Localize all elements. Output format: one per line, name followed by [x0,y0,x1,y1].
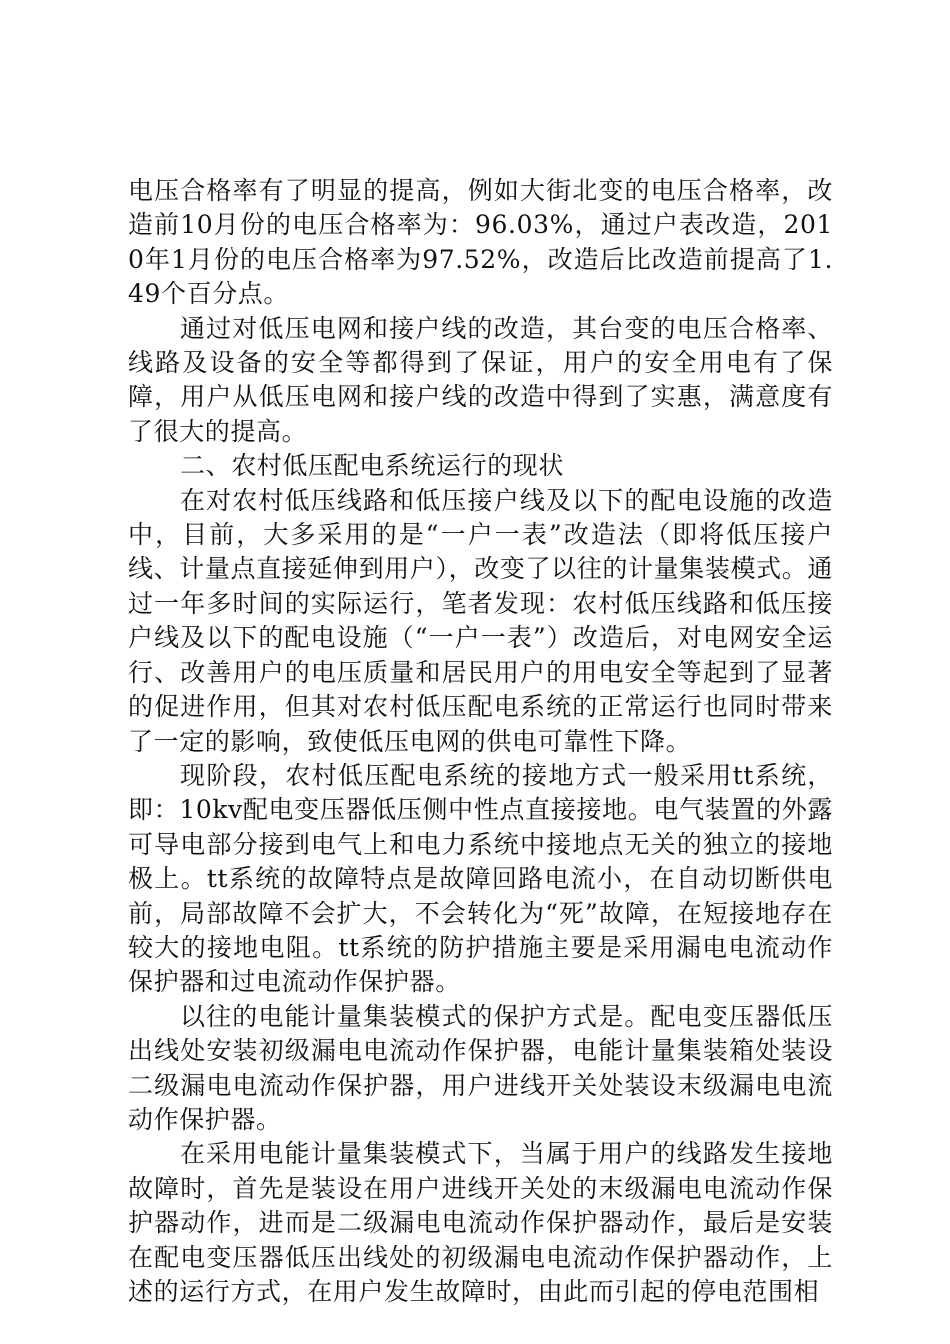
paragraph-protection-method: 以往的电能计量集装模式的保护方式是。配电变压器低压出线处安装初级漏电电流动作保护器，电能计量集装箱处装设二级漏电电流动作保护器，用户进线开关处装设末级漏电电流动作保护器。 [128,1001,833,1134]
paragraph-one-household-one-meter: 在对农村低压线路和低压接户线及以下的配电设施的改造中，目前，大多采用的是“一户一表”改造法（即将低压接户线、计量点直接延伸到用户），改变了以往的计量集装模式。通过一年多时间的实际运行，笔者发现：农村低压线路和低压接户线及以下的配电设施（“一户一表”）改造后，对电网安全运行、改善用户的电压质量和居民用户的用电安全等起到了显著的促进作用，但其对农村低压配电系统的正常运行也同时带来了一定的影响，致使低压电网的供电可靠性下降。 [128,485,833,756]
section-heading-current-status: 二、农村低压配电系统运行的现状 [180,451,565,481]
paragraph-renovation-benefits: 通过对低压电网和接户线的改造，其台变的电压合格率、线路及设备的安全等都得到了保证，用户的安全用电有了保障，用户从低压电网和接户线的改造中得到了实惠，满意度有了很大的提高。 [128,313,833,446]
document-body [128,174,833,1309]
paragraph-voltage-improvement: 电压合格率有了明显的提高，例如大街北变的电压合格率，改造前10月份的电压合格率为：96.03%，通过户表改造，2010年1月份的电压合格率为97.52%，改造后比改造前提高了1.49个百分点。 [128,176,833,309]
paragraph-tt-system: 现阶段，农村低压配电系统的接地方式一般采用tt系统，即：10kv配电变压器低压侧中性点直接接地。电气装置的外露可导电部分接到电气上和电力系统中接地点无关的独立的接地极上。tt系统的故障特点是故障回路电流小，在自动切断供电前，局部故障不会扩大，不会转化为“死”故障，在短接地存在较大的接地电阻。tt系统的防护措施主要是采用漏电电流动作保护器和过电流动作保护器。 [128,760,833,997]
paragraph-fault-operation: 在采用电能计量集装模式下，当属于用户的线路发生接地故障时，首先是装设在用户进线开关处的末级漏电电流动作保护器动作，进而是二级漏电电流动作保护器动作，最后是安装在配电变压器低压出线处的初级漏电电流动作保护器动作，上述的运行方式，在用户发生故障时，由此而引起的停电范围相 [128,1139,833,1306]
